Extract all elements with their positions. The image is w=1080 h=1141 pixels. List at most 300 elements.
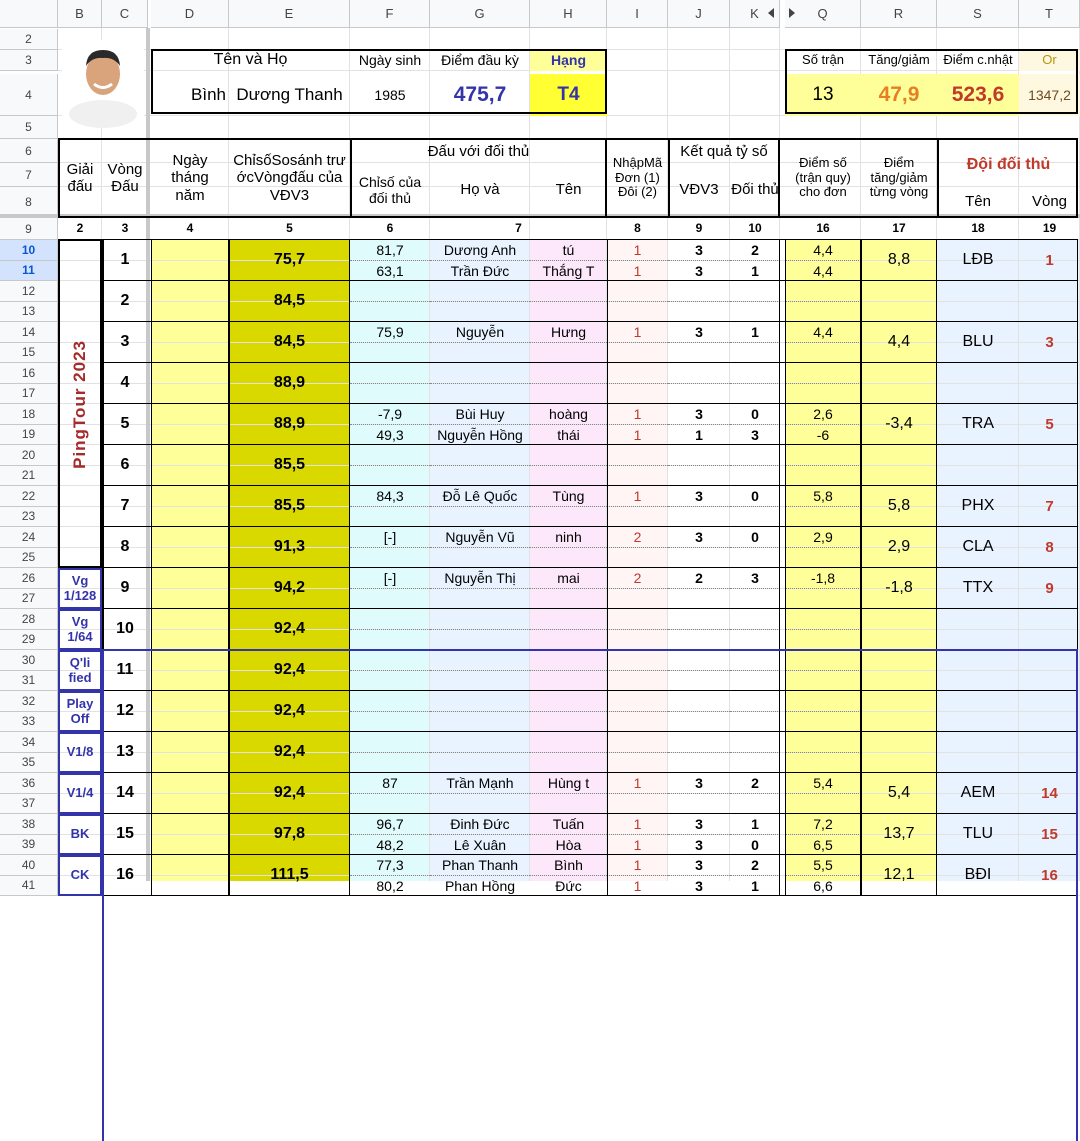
round-index[interactable]: 92,4 [273, 743, 306, 761]
round-frame-r [861, 608, 937, 650]
header-giai-dau[interactable]: Giải đấu [66, 160, 94, 195]
row-header-26[interactable]: 26 [0, 568, 58, 589]
row-header-28[interactable]: 28 [0, 609, 58, 630]
header-doi-vong[interactable]: Vòng [1031, 193, 1068, 211]
match-points[interactable]: -6 [816, 426, 830, 443]
row-header-17[interactable]: 17 [0, 384, 58, 405]
change-value[interactable]: 47,9 [861, 74, 937, 116]
row-header-29[interactable]: 29 [0, 630, 58, 651]
row-header-9[interactable]: 9 [0, 218, 58, 240]
round-frame-q [785, 403, 861, 445]
match-type-code[interactable]: 1 [633, 775, 642, 792]
match-type-code[interactable]: 1 [633, 857, 642, 874]
opponent-index[interactable]: 48,2 [376, 836, 404, 853]
round-delta[interactable]: 12,1 [883, 866, 915, 884]
team-name[interactable]: AEM [960, 784, 996, 802]
round-frame-d [151, 362, 229, 404]
opponent-family-name[interactable]: Trần Đức [450, 262, 510, 279]
column-header-e[interactable]: E [229, 0, 350, 28]
team-round[interactable]: 15 [1041, 825, 1058, 843]
row-header-33[interactable]: 33 [0, 712, 58, 733]
row-header-22[interactable]: 22 [0, 486, 58, 507]
stage-label[interactable]: Vg 1/64 [67, 614, 93, 644]
or-label[interactable]: Or [1019, 50, 1080, 71]
header-vong-dau[interactable]: Vòng Đấu [107, 160, 143, 195]
matches-label[interactable]: Số trận [802, 52, 844, 68]
match-points[interactable]: 6,5 [813, 836, 833, 853]
name-label[interactable]: Tên và Họ [213, 51, 288, 69]
dob-label[interactable]: Ngày sinh [358, 52, 422, 69]
round-index[interactable]: 92,4 [273, 620, 306, 638]
score-opponent[interactable]: 0 [751, 406, 759, 423]
round-frame-d [151, 280, 229, 322]
opponent-given-name[interactable]: Bình [554, 857, 583, 874]
team-name[interactable]: LĐB [962, 251, 994, 269]
match-points[interactable]: 5,8 [813, 488, 833, 505]
score-opponent[interactable]: 2 [751, 242, 759, 259]
opponent-index[interactable]: 87 [382, 775, 398, 792]
team-round[interactable]: 5 [1045, 415, 1054, 433]
score-player[interactable]: 3 [695, 877, 703, 894]
stage-frame [58, 568, 102, 609]
column-number-j[interactable]: 9 [695, 221, 703, 236]
column-header-b[interactable]: B [58, 0, 102, 28]
round-index[interactable]: 88,9 [273, 415, 306, 433]
start-score-value[interactable]: 475,7 [453, 82, 507, 106]
row-header-41[interactable]: 41 [0, 876, 58, 897]
opponent-index[interactable]: 63,1 [376, 262, 404, 279]
round-delta[interactable]: 5,4 [887, 784, 911, 802]
stage-label[interactable]: Play Off [66, 696, 94, 726]
header-diem-tanggiam[interactable]: Điểm tăng/giảm từng vòng [869, 154, 929, 200]
row-header-14[interactable]: 14 [0, 322, 58, 343]
column-number-c[interactable]: 3 [121, 221, 129, 236]
score-player[interactable]: 3 [695, 836, 703, 853]
score-opponent[interactable]: 0 [751, 488, 759, 505]
opponent-index[interactable]: 96,7 [376, 816, 404, 833]
match-points[interactable]: 6,6 [813, 877, 833, 894]
opponent-family-name[interactable]: Phan Thanh [441, 857, 519, 874]
row-header-34[interactable]: 34 [0, 732, 58, 753]
round-frame-e [229, 444, 350, 486]
round-number[interactable]: 16 [116, 866, 134, 884]
row-header-13[interactable]: 13 [0, 302, 58, 323]
column-header-g[interactable]: G [430, 0, 530, 28]
round-frame-i [607, 321, 780, 363]
opponent-family-name[interactable]: Nguyễn Hồng [437, 426, 523, 443]
row-header-35[interactable]: 35 [0, 753, 58, 774]
score-opponent[interactable]: 2 [751, 857, 759, 874]
header-chiso-doithu[interactable]: Chỉsố của đối thủ [358, 173, 422, 206]
header-ketqua[interactable]: Kết quả tỷ số [680, 143, 768, 161]
score-player[interactable]: 3 [695, 406, 703, 423]
score-player[interactable]: 3 [695, 242, 703, 259]
match-points[interactable]: 5,5 [813, 857, 833, 874]
row-header-20[interactable]: 20 [0, 445, 58, 466]
round-delta[interactable]: -3,4 [885, 415, 913, 433]
column-number-d[interactable]: 4 [186, 221, 194, 236]
score-player[interactable]: 3 [695, 324, 703, 341]
row-header-5[interactable]: 5 [0, 116, 58, 139]
opponent-index[interactable]: [-] [383, 529, 397, 546]
stage-label[interactable]: V1/4 [66, 785, 94, 801]
team-round[interactable]: 8 [1045, 538, 1054, 556]
opponent-family-name[interactable]: Nguyễn [455, 324, 505, 341]
round-delta[interactable]: 8,8 [887, 251, 911, 269]
rank-value[interactable]: T4 [530, 74, 607, 116]
team-round[interactable]: 3 [1045, 333, 1054, 351]
row-header-30[interactable]: 30 [0, 650, 58, 671]
round-index[interactable]: 84,5 [273, 333, 306, 351]
row-header-39[interactable]: 39 [0, 835, 58, 856]
round-number[interactable]: 9 [120, 579, 130, 597]
round-index[interactable]: 88,9 [273, 374, 306, 392]
opponent-family-name[interactable]: Lê Xuân [453, 836, 507, 853]
opponent-given-name[interactable]: tú [562, 242, 575, 259]
column-number-s[interactable]: 18 [971, 221, 985, 236]
round-number[interactable]: 15 [116, 825, 134, 843]
rank-label[interactable]: Hạng [530, 50, 607, 71]
header-box-right [785, 49, 1078, 114]
round-frame-r [861, 321, 937, 363]
team-name[interactable]: BLU [962, 333, 994, 351]
score-opponent[interactable]: 0 [751, 836, 759, 853]
stage-label[interactable]: BK [70, 826, 90, 842]
team-name[interactable]: TTX [962, 579, 994, 597]
round-frame-d [151, 403, 229, 445]
header-ten[interactable]: Tên [555, 181, 582, 199]
avatar [62, 40, 144, 116]
updated-value[interactable]: 523,6 [937, 74, 1019, 116]
round-number[interactable]: 1 [120, 251, 130, 269]
row-header-31[interactable]: 31 [0, 671, 58, 692]
opponent-index[interactable]: 49,3 [376, 426, 404, 443]
opponent-given-name[interactable]: Tùng [552, 488, 585, 505]
matches-value[interactable]: 13 [785, 74, 861, 116]
start-score-label[interactable]: Điểm đầu kỳ [441, 52, 519, 69]
match-type-code[interactable]: 1 [633, 406, 642, 423]
round-index[interactable]: 91,3 [273, 538, 306, 556]
round-frame-e [229, 526, 350, 568]
column-header-q[interactable]: Q [785, 0, 861, 28]
score-opponent[interactable]: 3 [751, 426, 759, 443]
round-frame-r [861, 403, 937, 445]
opponent-family-name[interactable]: Phan Hồng [444, 877, 516, 894]
round-delta[interactable]: 2,9 [887, 538, 911, 556]
row-header-15[interactable]: 15 [0, 343, 58, 364]
round-frame-e [229, 280, 350, 322]
round-index[interactable]: 94,2 [273, 579, 306, 597]
column-header-j[interactable]: J [668, 0, 730, 28]
match-type-code[interactable]: 1 [633, 877, 642, 894]
round-frame-e [229, 403, 350, 445]
column-number-f[interactable]: 6 [386, 221, 394, 236]
column-header-k[interactable]: K [730, 0, 780, 28]
column-number-b[interactable]: 2 [76, 221, 84, 236]
hidden-columns-right-arrow[interactable] [789, 8, 795, 18]
row-header-25[interactable]: 25 [0, 548, 58, 569]
match-type-code[interactable]: 1 [633, 816, 642, 833]
team-name[interactable]: TLU [962, 825, 994, 843]
row-header-18[interactable]: 18 [0, 404, 58, 425]
match-points[interactable]: 2,6 [813, 406, 833, 423]
round-frame-r [861, 485, 937, 527]
column-number-e[interactable]: 5 [286, 221, 293, 236]
opponent-given-name[interactable]: Đức [555, 877, 582, 894]
round-index[interactable]: 85,5 [273, 456, 306, 474]
round-number[interactable]: 10 [116, 620, 134, 638]
opponent-family-name[interactable]: Nguyễn Vũ [445, 529, 515, 546]
header-sub-st [937, 138, 1078, 218]
round-frame-r [861, 239, 937, 281]
stage-label[interactable]: Q'li fied [68, 655, 92, 685]
column-header-i[interactable]: I [607, 0, 668, 28]
column-header-t[interactable]: T [1019, 0, 1080, 28]
opponent-family-name[interactable]: Đỗ Lê Quốc [442, 488, 518, 505]
column-number-k[interactable]: 10 [748, 221, 762, 236]
opponent-index[interactable]: 84,3 [376, 488, 404, 505]
opponent-index[interactable]: [-] [383, 570, 397, 587]
team-name[interactable]: TRA [962, 415, 994, 433]
round-frame-i [607, 485, 780, 527]
score-player[interactable]: 2 [695, 570, 703, 587]
round-frame-e [229, 608, 350, 650]
header-doithu[interactable]: Đối thủ [731, 181, 779, 199]
column-header-h[interactable]: H [530, 0, 607, 28]
header-vdv3[interactable]: VĐV3 [679, 181, 719, 199]
row-header-23[interactable]: 23 [0, 507, 58, 528]
round-frame-i [607, 362, 780, 404]
score-opponent[interactable]: 1 [751, 816, 759, 833]
or-value[interactable]: 1347,2 [1019, 74, 1080, 116]
round-delta[interactable]: -1,8 [885, 579, 913, 597]
score-player[interactable]: 3 [695, 529, 703, 546]
round-frame-i [607, 403, 780, 445]
team-round[interactable]: 1 [1045, 251, 1054, 269]
row-header-8[interactable]: 8 [0, 187, 58, 217]
round-number[interactable]: 7 [120, 497, 130, 515]
round-number[interactable]: 6 [120, 456, 130, 474]
change-label[interactable]: Tăng/giảm [868, 52, 930, 68]
round-number[interactable]: 12 [116, 702, 134, 720]
last-name[interactable]: Dương Thanh [236, 85, 343, 105]
score-opponent[interactable]: 2 [751, 775, 759, 792]
opponent-given-name[interactable]: Hùng t [547, 775, 590, 792]
stage-label[interactable]: V1/8 [66, 744, 94, 760]
score-player[interactable]: 1 [695, 426, 703, 443]
round-number[interactable]: 4 [120, 374, 130, 392]
stage-frame [58, 814, 102, 855]
score-opponent[interactable]: 3 [751, 570, 759, 587]
round-index[interactable]: 111,5 [270, 866, 309, 884]
match-type-code[interactable]: 1 [633, 324, 642, 341]
hidden-columns-left-arrow[interactable] [768, 8, 774, 18]
row-header-2[interactable]: 2 [0, 29, 58, 50]
opponent-given-name[interactable]: thái [557, 426, 580, 443]
row-header-37[interactable]: 37 [0, 794, 58, 815]
round-frame-i [607, 567, 780, 609]
opponent-given-name[interactable]: Tuấn [552, 816, 585, 833]
match-points[interactable]: 4,4 [813, 242, 833, 259]
team-round[interactable]: 9 [1045, 579, 1054, 597]
row-header-10[interactable]: 10 [0, 240, 58, 261]
tournament-label-text: PingTour 2023 [70, 339, 90, 469]
row-header-27[interactable]: 27 [0, 589, 58, 610]
round-index[interactable]: 92,4 [273, 702, 306, 720]
opponent-given-name[interactable]: Hưng [550, 324, 587, 341]
round-frame-q [785, 239, 861, 281]
team-round[interactable]: 7 [1045, 497, 1054, 515]
round-delta[interactable]: 5,8 [887, 497, 911, 515]
opponent-given-name[interactable]: ninh [555, 529, 582, 546]
stage-frame [58, 732, 102, 773]
score-opponent[interactable]: 1 [751, 877, 759, 894]
column-header-d[interactable]: D [151, 0, 229, 28]
opponent-family-name[interactable]: Dương Anh [443, 242, 517, 259]
round-frame-q [785, 280, 861, 322]
round-number[interactable]: 13 [116, 743, 134, 761]
header-box-left [151, 49, 607, 114]
opponent-family-name[interactable]: Bùi Huy [455, 406, 505, 423]
match-type-code[interactable]: 1 [633, 488, 642, 505]
opponent-given-name[interactable]: hoàng [549, 406, 588, 423]
column-number-r[interactable]: 17 [892, 221, 906, 236]
round-index[interactable]: 85,5 [273, 497, 306, 515]
score-opponent[interactable]: 1 [751, 262, 759, 279]
round-frame-q [785, 485, 861, 527]
row-header-36[interactable]: 36 [0, 773, 58, 794]
round-frame-q [785, 321, 861, 363]
column-header-s[interactable]: S [937, 0, 1019, 28]
row-header-40[interactable]: 40 [0, 855, 58, 876]
column-header-f[interactable]: F [350, 0, 430, 28]
match-points[interactable]: 4,4 [813, 324, 833, 341]
match-points[interactable]: 2,9 [813, 529, 833, 546]
row-header-19[interactable]: 19 [0, 425, 58, 446]
score-player[interactable]: 3 [695, 775, 703, 792]
score-opponent[interactable]: 1 [751, 324, 759, 341]
score-player[interactable]: 3 [695, 262, 703, 279]
round-frame-d [151, 239, 229, 281]
team-round[interactable]: 14 [1041, 784, 1058, 802]
team-name[interactable]: PHX [961, 497, 995, 515]
opponent-given-name[interactable]: mai [557, 570, 580, 587]
header-doi-ten[interactable]: Tên [965, 193, 991, 211]
round-number[interactable]: 11 [116, 661, 134, 679]
score-opponent[interactable]: 0 [751, 529, 759, 546]
round-number[interactable]: 8 [120, 538, 130, 556]
round-delta[interactable]: 13,7 [883, 825, 915, 843]
header-ho-va[interactable]: Họ và [460, 181, 500, 199]
opponent-index[interactable]: 77,3 [376, 857, 404, 874]
column-number-q[interactable]: 16 [816, 221, 830, 236]
opponent-index[interactable]: 80,2 [376, 877, 404, 894]
round-frame-d [151, 567, 229, 609]
row-header-24[interactable]: 24 [0, 527, 58, 548]
score-player[interactable]: 3 [695, 488, 703, 505]
opponent-family-name[interactable]: Trần Mạnh [446, 775, 514, 792]
round-number[interactable]: 14 [116, 784, 134, 802]
header-chiso[interactable]: ChỉsốSosánh trướcVòngđấu của VĐV3 [233, 152, 346, 204]
row-header-38[interactable]: 38 [0, 814, 58, 835]
opponent-family-name[interactable]: Đinh Đức [450, 816, 510, 833]
opponent-index[interactable]: 75,9 [376, 324, 404, 341]
column-number-g[interactable]: 7 [515, 221, 522, 236]
score-player[interactable]: 3 [695, 816, 703, 833]
opponent-family-name[interactable]: Nguyễn Thị [444, 570, 516, 587]
updated-label[interactable]: Điểm c.nhật [943, 52, 1013, 68]
round-number[interactable]: 5 [120, 415, 130, 433]
score-player[interactable]: 3 [695, 857, 703, 874]
round-number[interactable]: 2 [120, 292, 130, 310]
stage-frame [58, 773, 102, 814]
round-index[interactable]: 75,7 [273, 251, 306, 269]
match-type-code[interactable]: 1 [633, 836, 642, 853]
round-number[interactable]: 3 [120, 333, 130, 351]
round-index[interactable]: 92,4 [273, 784, 306, 802]
match-points[interactable]: 5,4 [813, 775, 833, 792]
header-ngay[interactable]: Ngày tháng năm [171, 152, 209, 204]
row-header-4[interactable]: 4 [0, 74, 58, 116]
row-header-32[interactable]: 32 [0, 691, 58, 712]
round-index[interactable]: 92,4 [273, 661, 306, 679]
header-doi-doithu[interactable]: Đội đối thủ [966, 155, 1051, 173]
first-name[interactable]: Bình [191, 85, 226, 105]
round-frame-i [607, 280, 780, 322]
corner-header [0, 0, 58, 28]
round-index[interactable]: 84,5 [273, 292, 306, 310]
column-header-r[interactable]: R [861, 0, 937, 28]
match-type-code[interactable]: 1 [633, 426, 642, 443]
match-points[interactable]: -1,8 [810, 570, 836, 587]
round-delta[interactable]: 4,4 [887, 333, 911, 351]
row-header-6[interactable]: 6 [0, 139, 58, 163]
header-dau-voi[interactable]: Đấu với đối thủ [427, 143, 530, 161]
match-type-code[interactable]: 1 [633, 262, 642, 279]
row-header-12[interactable]: 12 [0, 281, 58, 302]
team-name[interactable]: CLA [962, 538, 994, 556]
column-header-c[interactable]: C [102, 0, 148, 28]
column-number-i[interactable]: 8 [634, 221, 641, 236]
round-frame-q [785, 567, 861, 609]
opponent-given-name[interactable]: Thắng T [542, 262, 595, 279]
row-header-11[interactable]: 11 [0, 261, 58, 282]
opponent-index[interactable]: -7,9 [377, 406, 403, 423]
row-header-7[interactable]: 7 [0, 163, 58, 187]
stage-label[interactable]: Vg 1/128 [63, 573, 97, 603]
team-name[interactable]: BĐI [964, 866, 992, 884]
column-number-t[interactable]: 19 [1042, 221, 1057, 236]
row-header-21[interactable]: 21 [0, 466, 58, 487]
round-frame-e [229, 485, 350, 527]
row-header-3[interactable]: 3 [0, 50, 58, 71]
row-header-16[interactable]: 16 [0, 363, 58, 384]
match-type-code[interactable]: 2 [633, 570, 642, 587]
match-points[interactable]: 4,4 [813, 262, 833, 279]
match-points[interactable]: 7,2 [813, 816, 833, 833]
team-round[interactable]: 16 [1041, 866, 1058, 884]
round-index[interactable]: 97,8 [273, 825, 306, 843]
opponent-index[interactable]: 81,7 [376, 242, 404, 259]
match-type-code[interactable]: 2 [633, 529, 642, 546]
stage-label[interactable]: CK [70, 867, 90, 883]
header-diemso[interactable]: Điểm số (trận quy) cho đơn [795, 154, 851, 200]
header-nhapma[interactable]: NhậpMã Đơn (1) Đôi (2) [612, 154, 663, 200]
dob-value[interactable]: 1985 [374, 86, 406, 103]
opponent-given-name[interactable]: Hòa [555, 836, 582, 853]
match-type-code[interactable]: 1 [633, 242, 642, 259]
round-frame-q [785, 526, 861, 568]
